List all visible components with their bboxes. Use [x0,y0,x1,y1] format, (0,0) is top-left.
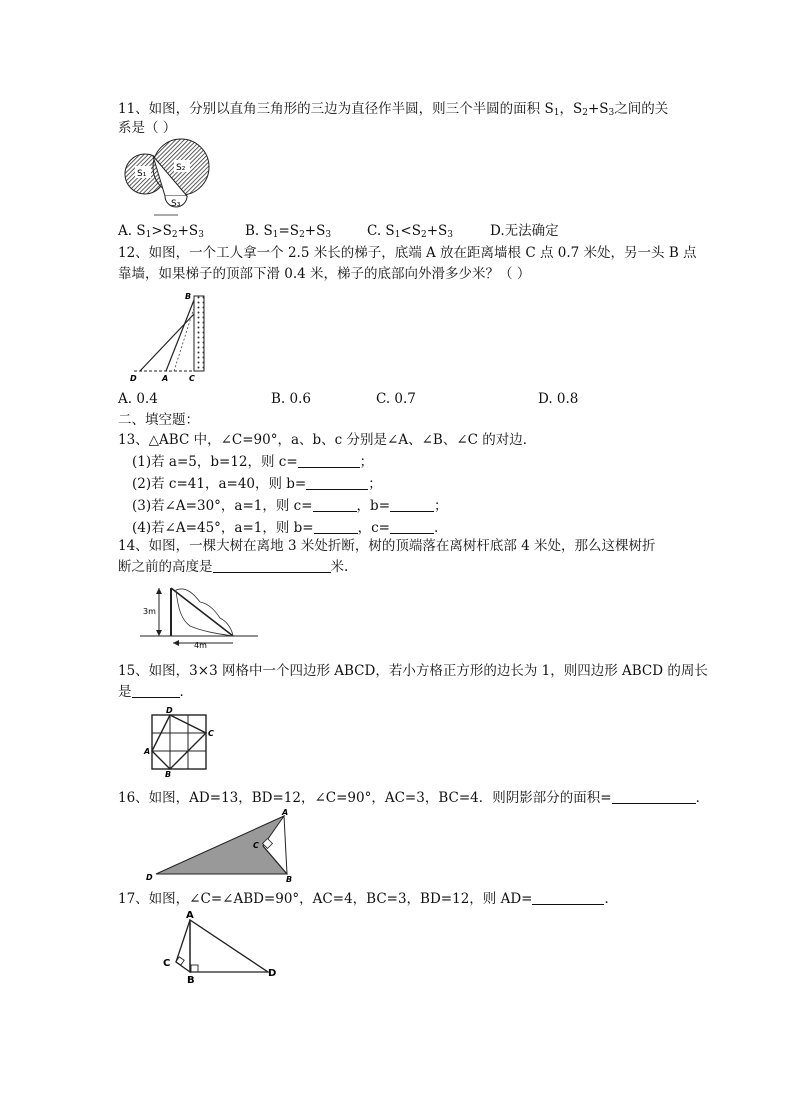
q11-semicircles-figure [124,140,219,218]
q17-label-a: A [186,910,194,921]
q14-height-arrow-top [156,588,162,594]
q14-tree-figure [138,580,260,650]
q13-sub4-blank-b[interactable] [314,520,358,534]
q17-triangle-abd [190,920,268,972]
q12-ladder-slid [140,314,194,371]
q14-width-arrow-left [173,640,179,646]
q16-label-a: A [282,808,289,817]
q17-blank[interactable] [532,891,604,905]
q11-label-s2: S₂ [176,163,186,173]
q13-sub3-blank-b[interactable] [390,498,434,512]
q13-sub2-blank[interactable] [306,476,368,490]
q13-sub4: (4)若∠A=45°，a=1，则 b= ，c= . [132,520,439,536]
q15-label-a: A [144,747,151,756]
q11-option-a[interactable]: A. $S_1>S_2+S_3$ [118,223,204,240]
q16-line1: 16、如图，AD=13，BD=12，∠C=90°，AC=3，BC=4．则阴影部分的面积= ． [118,790,710,806]
q12-option-a[interactable]: A. 0.4 [118,391,158,407]
q14-blank[interactable] [213,559,331,573]
q16-label-b: B [286,875,293,884]
q16-segment-ab [284,816,287,874]
q12-label-d: D [130,374,137,383]
q12-label-a: A [162,374,169,383]
q13-sub1: (1)若 a=5，b=12，则 c= ； [132,454,374,470]
q13-sub2: (2)若 c=41，a=40，则 b= ； [132,476,382,492]
q17-label-c: C [163,958,171,969]
q16-shaded-figure [144,810,300,884]
q11-label-s1: S₁ [137,169,147,179]
q14-label-4m: 4m [194,641,207,650]
q15-quadrilateral-abcd [152,715,206,769]
q13-sub4-blank-c[interactable] [390,520,434,534]
q14-line2: 断之前的高度是 米. [118,559,349,575]
q11-line2: 系是（ ） [118,120,177,136]
q15-blank[interactable] [132,684,180,698]
q16-label-d: D [146,873,153,882]
q11-line1: 11、如图，分别以直角三角形的三边为直径作半圆，则三个半圆的面积 $S_1$，$S_2+S_3$之间的关 [118,101,669,118]
q12-wall [194,296,204,371]
q12-option-d[interactable]: D. 0.8 [538,391,579,407]
q17-label-b: B [187,975,195,986]
q11-option-b[interactable]: B. $S_1=S_2+S_3$ [245,223,332,240]
q15-grid-figure [140,705,215,777]
q13-line1: 13、△ABC 中，∠C=90°，a、b、c 分别是∠A、∠B、∠C 的对边． [118,432,537,448]
q17-line1: 17、如图，∠C=∠ABD=90°，AC=4，BC=3，BD=12，则 AD= ． [118,891,618,907]
q15-line2: 是 ． [118,684,193,700]
q13-sub3: (3)若∠A=30°，a=1，则 c= ，b= ； [132,498,448,514]
section-fill-in-blank-title: 二、填空题： [118,412,199,428]
q17-label-d: D [268,968,277,979]
q12-ladder-figure [126,290,216,382]
q17-right-angle-b [191,965,198,972]
q15-label-c: C [208,729,214,738]
q14-height-arrow-bottom [156,630,162,636]
q15-label-d: D [166,706,173,715]
q12-label-c: C [189,374,195,383]
q15-label-b: B [165,770,172,779]
q16-label-c: C [253,841,259,850]
q17-triangle-acb [176,920,190,972]
q11-option-d[interactable]: D.无法确定 [490,223,559,239]
q17-triangle-figure [158,908,282,984]
q13-sub3-blank-c[interactable] [313,498,357,512]
q14-label-3m: 3m [143,607,156,616]
q14-line1: 14、如图，一棵大树在离地 3 米处折断，树的顶端落在离树杆底部 4 米处，那么这棵树折 [118,538,656,554]
q12-ladder-dashed [174,308,194,371]
q13-sub1-blank[interactable] [298,454,360,468]
q12-line2: 靠墙，如果梯子的顶部下滑 0.4 米，梯子的底部向外滑多少米？（ ） [118,266,531,282]
q15-line1: 15、如图，3×3 网格中一个四边形 ABCD，若小方格正方形的边长为 1，则四边形 ABCD 的周长 [118,663,708,679]
q11-option-c[interactable]: C. $S_1<S_2+S_3$ [367,223,454,240]
q12-ladder-original [166,300,194,371]
q12-option-c[interactable]: C. 0.7 [376,391,416,407]
q16-blank[interactable] [612,790,696,804]
q12-label-b: B [185,292,192,301]
q12-option-b[interactable]: B. 0.6 [271,391,311,407]
q11-label-s3: S₃ [171,199,181,209]
q12-line1: 12、如图，一个工人拿一个 2.5 米长的梯子，底端 A 放在距离墙根 C 点 0.7 米处，另一头 B 点 [118,245,697,261]
